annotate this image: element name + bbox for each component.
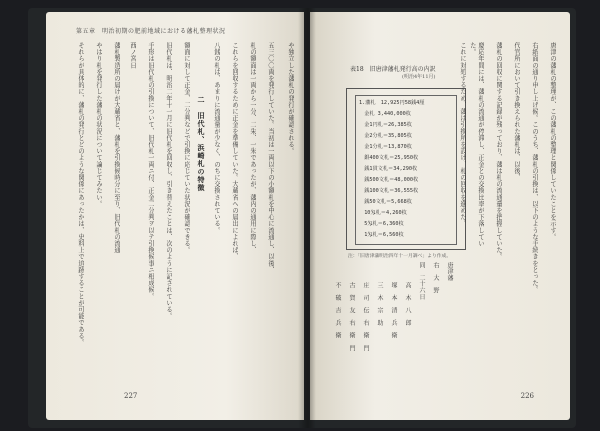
signature-line: 三 木 宗 助 bbox=[376, 282, 383, 327]
table-row: 銭500文札＝48,000枚 bbox=[359, 177, 419, 183]
table-row: 銭1貫文札＝34,290枚 bbox=[359, 166, 418, 172]
text-column: これらを回収するために正金を準備していた。大蔵省への届出によれば、 bbox=[231, 42, 238, 260]
running-head: 第五章 明治初期の肥前地域における藩札整理状況 bbox=[76, 28, 226, 35]
signature-line: 塚 本 清 兵 衛 bbox=[390, 282, 397, 339]
right-page bbox=[310, 12, 570, 420]
text-column: 慶応年間には、藩札の流通が停滞し、正金との交換比率が下落していた。 bbox=[468, 42, 484, 247]
page-number: 226 bbox=[520, 392, 534, 400]
table-row: 金1分札＝13,870枚 bbox=[359, 144, 412, 150]
signature-line: 不 破 吉 兵 衛 bbox=[334, 282, 341, 339]
text-column: 旧代札は、明治二年十一月に旧代札を回収し、引き替えたことは、次のように記されている。 bbox=[165, 42, 172, 320]
signature-line: 庄 司 伝 右 衛 門 bbox=[362, 282, 369, 352]
text-column: これに対処するため、藩は引換所を設け、札の回収を進めた。 bbox=[459, 42, 466, 227]
text-column: 代官所において引き換えられた藩札は、以後、 bbox=[513, 42, 520, 181]
table-row: 銭100文札＝36,555枚 bbox=[359, 188, 419, 194]
table-subcaption: (明治4年11月) bbox=[402, 74, 436, 80]
signature-line: 同 二十六日 bbox=[418, 262, 425, 300]
signature-line: 古 賀 友 右 衛 門 bbox=[348, 282, 355, 352]
text-column: 藩札製造所の届けが大蔵省と、藩札を引換候時分に至り、旧代札の流通 bbox=[113, 42, 120, 254]
text-column: 札の額面は一両から一分、二朱、一朱であったが、藩内の通用に際し、 bbox=[249, 42, 256, 254]
signature-line: 右 大 野 bbox=[432, 262, 439, 294]
table-row: 1匁札＝6,560枚 bbox=[359, 232, 404, 238]
table-row: 銭50文札＝5,668枚 bbox=[359, 199, 412, 205]
open-book bbox=[28, 8, 576, 428]
table-row: 1.藩札 12,925円58銭4厘 bbox=[359, 100, 425, 106]
text-column: や独立した藩札の発行が確認される。 bbox=[287, 42, 294, 155]
data-table bbox=[346, 88, 466, 250]
text-column: それらが具体的に、藩札の発行とどのような関係にあったかは、史料上で追跡することが可能である。 bbox=[77, 42, 84, 346]
text-column: 手形は旧代札の引換について、旧代札一両ニ付、正金二分判ヲ以テ引換候事ニ相成候。 bbox=[147, 42, 154, 300]
text-column: 唐津の藩札の整理が、この藩札の整理と関係していたことを示す。 bbox=[549, 42, 556, 240]
text-column: やはり札を発行した藩札の状況について論じてみたい。 bbox=[95, 42, 102, 207]
text-column: 藩札の回収に関する記録が残っており、藩は札の流通量を把握していた。 bbox=[495, 42, 502, 260]
page-number: 227 bbox=[124, 392, 138, 400]
text-column: 右紙面の通り申し上げ候。このうち、藩札の引換は、以下のような手続きをとった。 bbox=[531, 42, 538, 293]
table-row: 10匁札＝4,260枚 bbox=[359, 210, 407, 216]
signature-line: 高 木 八 郎 bbox=[404, 282, 411, 327]
text-column: 八銭の札は、あまりに流通量が少なく、のちに交換されている。 bbox=[213, 42, 220, 234]
left-page bbox=[46, 12, 304, 420]
text-column: 西ノ宮日 bbox=[129, 42, 136, 69]
table-caption: 表18 旧唐津藩札発行高の内訳 bbox=[350, 66, 436, 73]
table-row: 銀400文札＝25,950枚 bbox=[359, 155, 419, 161]
table-row: 金1円札＝26,385枚 bbox=[359, 122, 412, 128]
text-column: 額面に対して正金、二分判などで引換に応じていた状況が確認できる。 bbox=[183, 42, 190, 254]
table-row: 金札 3,440,000枚 bbox=[359, 111, 411, 117]
signature-line: 唐津藩 bbox=[446, 262, 453, 281]
table-note: 注：「旧唐津藩明治四年十一月調べ」より作成。 bbox=[348, 254, 452, 259]
table-row: 5匁札＝6,360枚 bbox=[359, 221, 404, 227]
section-heading: 二 旧代札、浜崎札の特徴 bbox=[197, 96, 206, 192]
text-column: 五三〇〇両を発行していた。当初は一両以下の小額札を中心に流通し、以後、 bbox=[267, 42, 274, 273]
table-row: 金2分札＝35,805枚 bbox=[359, 133, 412, 139]
